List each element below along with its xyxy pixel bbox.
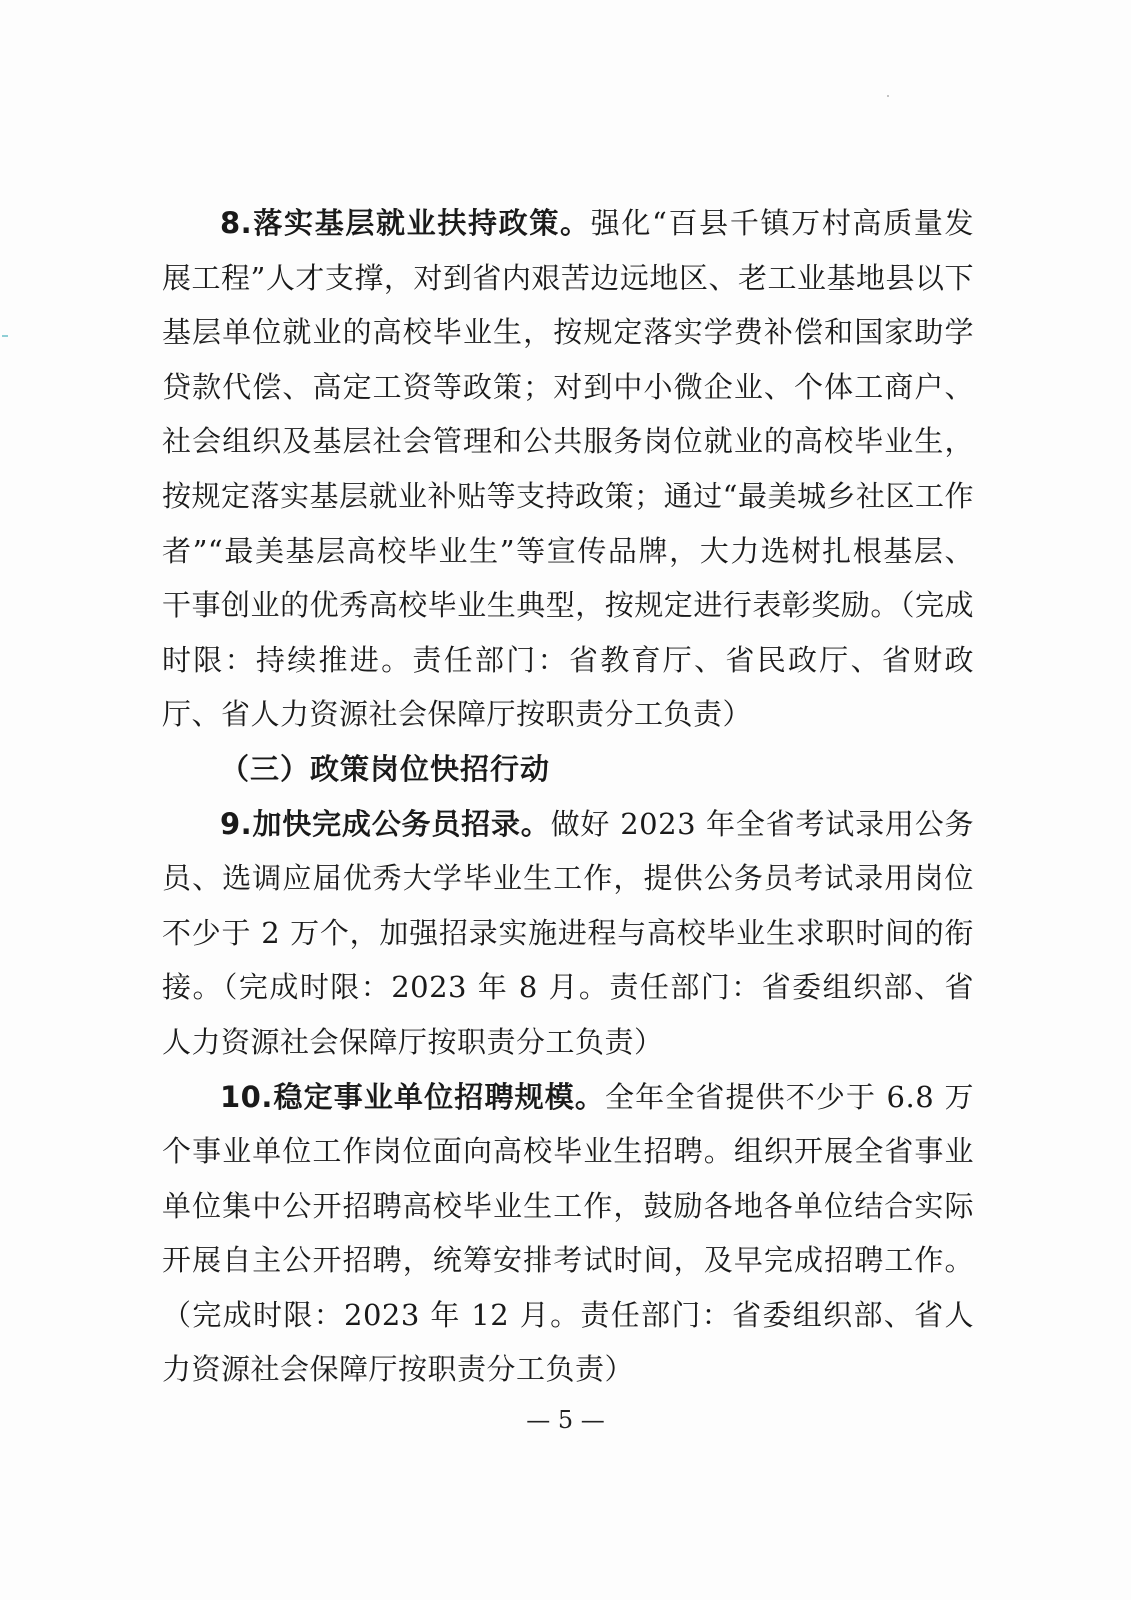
page-content — [162, 196, 974, 1397]
section-3-title: （三）政策岗位快招行动 — [220, 751, 551, 786]
paragraph-item-8 — [162, 196, 974, 742]
paragraph-item-9 — [162, 797, 974, 1070]
page-number: — 5 — — [526, 1406, 605, 1434]
item-9-body: 做好 2023 年全省考试录用公务员、选调应届优秀大学毕业生工作，提供公务员考试录用岗位不少于 2 万个，加强招录实施进程与高校毕业生求职时间的衔接。（完成时限：2023 年 8 月。责任部门：省委组织部、省人力资源社会保障厅按职责分工负责） — [162, 806, 974, 1059]
item-9-title: 9.加快完成公务员招录。 — [220, 806, 551, 841]
item-8-body: 强化“百县千镇万村高质量发展工程”人才支撑，对到省内艰苦边远地区、老工业基地县以下基层单位就业的高校毕业生，按规定落实学费补偿和国家助学贷款代偿、高定工资等政策；对到中小微企业、个体工商户、社会组织及基层社会管理和公共服务岗位就业的高校毕业生，按规定落实基层就业补贴等支持政策；通过“最美城乡社区工作者”“最美基层高校毕业生”等宣传品牌，大力选树扎根基层、干事创业的优秀高校毕业生典型，按规定进行表彰奖励。（完成时限：持续推进。责任部门：省教育厅、省民政厅、省财政厅、省人力资源社会保障厅按职责分工负责） — [162, 206, 974, 732]
item-8-title: 8.落实基层就业扶持政策。 — [220, 206, 591, 240]
scan-artifact-dot — [887, 95, 889, 97]
item-10-title: 10.稳定事业单位招聘规模。 — [220, 1079, 605, 1114]
item-10-body: 全年全省提供不少于 6.8 万个事业单位工作岗位面向高校毕业生招聘。组织开展全省事业单位集中公开招聘高校毕业生工作，鼓励各地各单位结合实际开展自主公开招聘，统筹安排考试时间，及早完成招聘工作。（完成时限：2023 年 12 月。责任部门：省委组织部、省人力资源社会保障厅按职责分工负责） — [162, 1079, 975, 1387]
scan-artifact — [2, 335, 8, 337]
paragraph-item-10 — [162, 1070, 974, 1398]
